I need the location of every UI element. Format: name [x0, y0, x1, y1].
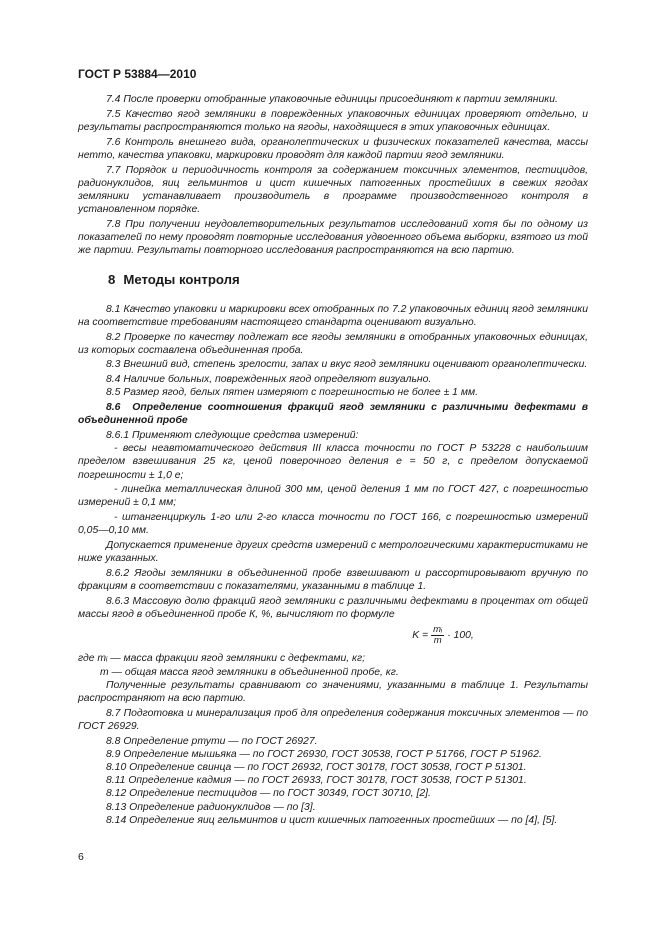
- document-code-header: ГОСТ Р 53884—2010: [78, 67, 197, 81]
- formula-lhs: K =: [412, 630, 429, 642]
- list-item-scales: - весы неавтоматического действия III класса точности по ГОСТ Р 53228 с наибольшим пределом взвешивания 25 кг, ценой поверочного деления е = 50 г, с пределом допускаемой погрешности ± 1,0 е;: [78, 443, 588, 481]
- formula-fraction: [431, 625, 444, 646]
- paragraph-7-5: 7.5 Качество ягод земляники в поврежденных упаковочных единицах проверяют отдельно, и результаты распространяются только на ягоды, находящиеся в этих упаковочных единицах.: [78, 108, 588, 133]
- paragraph-8-7: 8.7 Подготовка и минерализация проб для определения содержания токсичных элементов — по ГОСТ 26929.: [78, 707, 588, 732]
- paragraph-7-7: 7.7 Порядок и периодичность контроля за содержанием токсичных элементов, пестицидов, радионуклидов, яиц гельминтов и цист кишечных патогенных простейших в свежих ягодах земляники устанавливает производитель в программе производственного контроля в установленном порядке.: [78, 164, 588, 216]
- paragraph-8-8: 8.8 Определение ртути — по ГОСТ 26927.: [106, 735, 318, 747]
- paragraph-8-13: 8.13 Определение радионуклидов — по [3].: [106, 801, 316, 813]
- paragraph-7-4: 7.4 После проверки отобранные упаковочные единицы присоединяют к партии земляники.: [106, 94, 558, 105]
- paragraph-8-12: 8.12 Определение пестицидов — по ГОСТ 30349, ГОСТ 30710, [2].: [106, 788, 431, 800]
- paragraph-8-6: [78, 401, 588, 427]
- paragraph-8-10: 8.10 Определение свинца — по ГОСТ 26932, ГОСТ 30178, ГОСТ 30538, ГОСТ Р 51301.: [106, 761, 527, 773]
- list-item-ruler: - линейка металлическая длиной 300 мм, ценой деления 1 мм по ГОСТ 427, с погрешностью измерений ± 0,1 мм;: [78, 484, 588, 509]
- section-title: Методы контроля: [123, 272, 240, 288]
- list-item-caliper: - штангенциркуль 1-го или 2-го класса точности по ГОСТ 166, с погрешностью измерений 0,05—0,10 мм.: [78, 512, 588, 537]
- section-number: 8: [108, 272, 116, 288]
- paragraph-8-6-1: 8.6.1 Применяют следующие средства измерений:: [106, 429, 359, 441]
- paragraph-8-9: 8.9 Определение мышьяка — по ГОСТ 26930, ГОСТ 30538, ГОСТ Р 51766, ГОСТ Р 51962.: [106, 748, 542, 760]
- paragraph-8-5: 8.5 Размер ягод, белых пятен измеряют с погрешностью не более ± 1 мм.: [106, 387, 478, 399]
- paragraph-8-6-number: 8.6: [106, 402, 121, 414]
- paragraph-8-2: 8.2 Проверке по качеству подлежат все ягоды земляники в отобранных упаковочных единицах, из которых составлена объединенная проба.: [78, 331, 588, 356]
- paragraph-8-6-3: 8.6.3 Массовую долю фракций ягод земляники с различными дефектами в процентах от общей массы ягод в объединенной пробе К, %, вычисляют по формуле: [78, 595, 588, 621]
- document-body: [78, 93, 588, 827]
- paragraph-8-14: 8.14 Определение яиц гельминтов и цист кишечных патогенных простейших — по [4], [5].: [106, 814, 558, 826]
- formula: [298, 625, 588, 646]
- paragraph-8-1: 8.1 Качество упаковки и маркировки всех отобранных по 7.2 упаковочных единиц ягод земляники на соответствие требованиям настоящего стандарта оценивают визуально.: [78, 303, 588, 328]
- paragraph-results: Полученные результаты сравнивают со значениями, указанными в таблице 1. Результаты распространяют на всю партию.: [78, 679, 588, 704]
- formula-rhs: · 100,: [447, 630, 474, 642]
- paragraph-8-6-2: 8.6.2 Ягоды земляники в объединенной пробе взвешивают и рассортировывают вручную по фракциям в соответствии с показателями, указанными в таблице 1.: [78, 568, 588, 593]
- where-line-m: m — общая масса ягод земляники в объединенной пробе, кг.: [100, 666, 399, 678]
- paragraph-alternatives: Допускается применение других средств измерений с метрологическими характеристиками не ниже указанных.: [78, 540, 588, 565]
- paragraph-7-8: 7.8 При получении неудовлетворительных результатов исследований хотя бы по одному из показателей по нему проводят повторные исследования удвоенного объема выборки, взятого из той же партии. Результаты повторного исследования распространяются на всю партию.: [78, 218, 588, 257]
- section-heading: [108, 273, 588, 286]
- formula-denominator: m: [433, 635, 442, 647]
- paragraph-8-4: 8.4 Наличие больных, поврежденных ягод определяют визуально.: [106, 374, 432, 386]
- formula-numerator: mᵢ: [433, 624, 443, 636]
- paragraph-8-11: 8.11 Определение кадмия — по ГОСТ 26933, ГОСТ 30178, ГОСТ 30538, ГОСТ Р 51301.: [106, 775, 527, 787]
- page-number: 6: [78, 851, 84, 863]
- paragraph-7-6: 7.6 Контроль внешнего вида, органолептических и физических показателей качества, массы нетто, качества упаковки, маркировки проводят для каждой партии ягод земляники.: [78, 136, 588, 161]
- paragraph-8-3: 8.3 Внешний вид, степень зрелости, запах и вкус ягод земляники оценивают органолептически.: [106, 359, 588, 371]
- paragraph-8-6-title: Определение соотношения фракций ягод земляники с различными дефектами в объединенной пробе: [78, 402, 588, 427]
- where-line-mi: где mᵢ — масса фракции ягод земляники с дефектами, кг;: [78, 653, 365, 665]
